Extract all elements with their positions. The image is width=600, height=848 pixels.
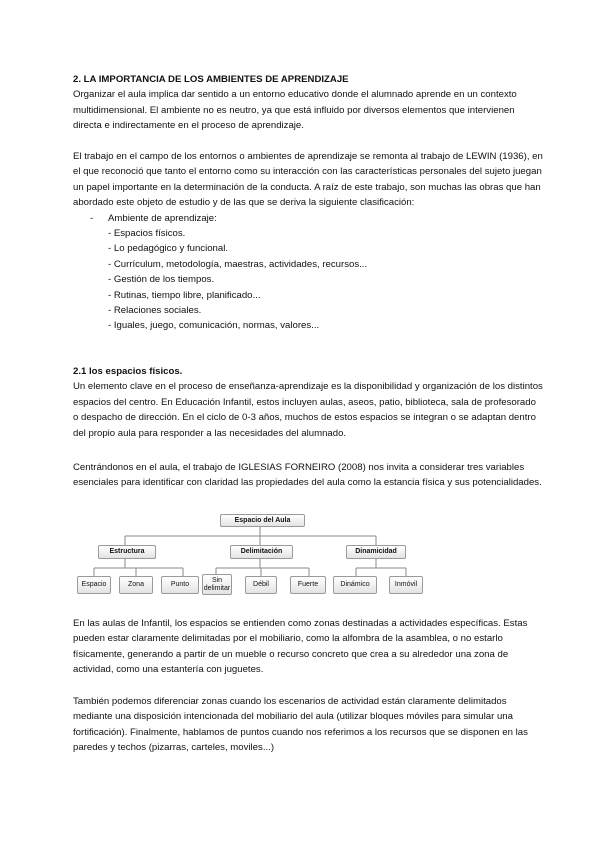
list-item: - Lo pedagógico y funcional. (108, 243, 229, 255)
diagram-leaf-zona: Zona (119, 576, 153, 594)
diagram-leaf-debil: Débil (245, 576, 277, 594)
paragraph: También podemos diferenciar zonas cuando los escenarios de actividad están claramente delimitados mediante una disposición intencionada del mobiliario del aula (utilizar bloques móviles para simular una fortificación). Finalmente, hablamos de puntos cuando nos referimos a los recursos que se disponen en las paredes y techos (pizarras, carteles, moviles...) (73, 696, 528, 754)
diagram-node-dinamicidad: Dinamicidad (346, 545, 406, 559)
section-title: 2. LA IMPORTANCIA DE LOS AMBIENTES DE APRENDIZAJE (73, 74, 349, 85)
diagram-leaf-fuerte: Fuerte (290, 576, 326, 594)
zones-paragraph (73, 616, 543, 678)
list-item: - Relaciones sociales. (108, 305, 202, 317)
diagram-leaf-espacio: Espacio (77, 576, 111, 594)
diagram-node-delimitacion: Delimitación (230, 545, 293, 559)
classification-list (73, 211, 543, 334)
list-dash: - (90, 212, 94, 224)
section-2-1 (73, 364, 543, 441)
section-2-body (73, 149, 543, 334)
section-2 (73, 72, 543, 134)
diagram-leaf-punto: Punto (161, 576, 199, 594)
list-item: - Gestión de los tiempos. (108, 274, 215, 286)
diagram-root-node: Espacio del Aula (220, 514, 305, 527)
subsection-title: 2.1 los espacios físicos. (73, 366, 183, 377)
paragraph: Centrándonos en el aula, el trabajo de IGLESIAS FORNEIRO (2008) nos invita a considerar tres variables esenciales para identificar con claridad las propiedades del aula como la estancia física y sus potencialidades. (73, 462, 542, 489)
list-item: - Espacios físicos. (108, 228, 186, 240)
diagram-leaf-dinamico: Dinámico (333, 576, 377, 594)
list-head (73, 211, 543, 226)
paragraph: Organizar el aula implica dar sentido a un entorno educativo donde el alumnado aprende en un contexto multidimensional. El ambiente no es neutro, ya que está influido por diversos elementos que intervienen directa e indirectamente en el proceso de aprendizaje. (73, 89, 517, 132)
paragraph: En las aulas de Infantil, los espacios se entienden como zonas destinadas a actividades específicas. Estas pueden estar claramente delimitadas por el mobiliario, como la alfombra de la asamblea, o no estarlo físicamente, generando a partir de un mueble o recurso concreto que crea a su alrededor una zona de actividad, como una estantería con juguetes. (73, 618, 528, 676)
paragraph: Un elemento clave en el proceso de enseñanza-aprendizaje es la disponibilidad y organización de los distintos espacios del centro. En Educación Infantil, estos incluyen aulas, aseos, patio, biblioteca, sala de profesorado o despacho de dirección. En el ciclo de 0-3 años, muchos de estos espacios se integran o se adaptan dentro del propio aula para responder a las necesidades del alumnado. (73, 381, 543, 439)
paragraph: El trabajo en el campo de los entornos o ambientes de aprendizaje se remonta al trabajo de LEWIN (1936), en el que reconoció que tanto el entorno como su interacción con las características personales del sujeto juegan un papel importante en la determinación de la conducta. A raíz de este trabajo, son muchas las obras que han abordado este objeto de estudio y de las que se deriva la siguiente clasificación: (73, 151, 543, 209)
list-head-label: Ambiente de aprendizaje: (108, 212, 217, 224)
list-item: - Rutinas, tiempo libre, planificado... (108, 289, 261, 301)
diagram-leaf-sin-delimitar: Sin delimitar (202, 574, 232, 595)
list-item: - Currículum, metodología, maestras, actividades, recursos... (108, 258, 368, 270)
diagram-node-estructura: Estructura (98, 545, 156, 559)
points-paragraph (73, 694, 543, 756)
classroom-space-diagram (75, 512, 527, 598)
list-item: - Iguales, juego, comunicación, normas, valores... (108, 320, 320, 332)
diagram-leaf-inmovil: Inmóvil (389, 576, 423, 594)
section-2-1-body (73, 460, 543, 491)
